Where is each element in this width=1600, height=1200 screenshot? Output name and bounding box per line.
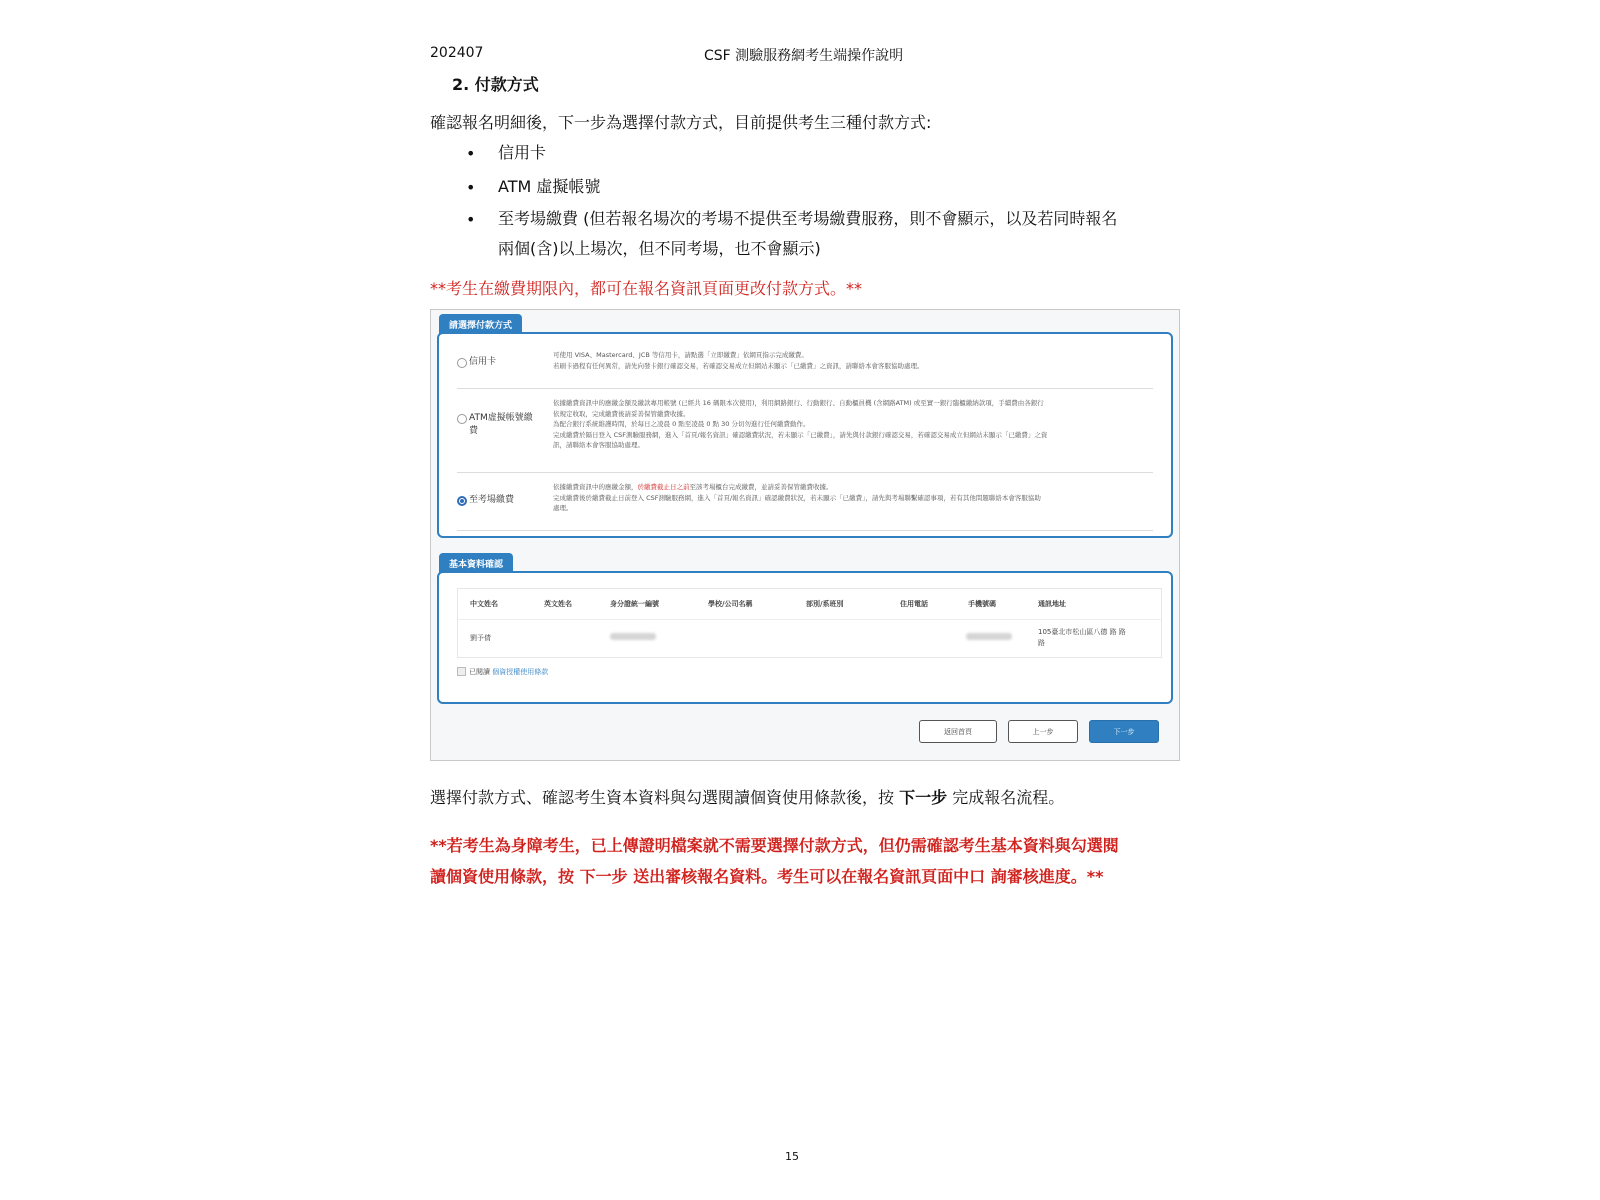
desc-line: 處理。	[553, 504, 573, 512]
note-disability	[430, 830, 1119, 892]
desc-line: 可使用 VISA、Mastercard、JCB 等信用卡，請點選「立即繳費」依網頁指示完成繳費。	[553, 351, 808, 359]
th-chinese-name: 中文姓名	[470, 600, 498, 608]
after-paragraph-bold: 下一步	[899, 788, 948, 807]
redacted-mobile	[966, 633, 1012, 640]
desc-line: 依規定收取，完成繳費後請妥善保管繳費收據。	[553, 409, 690, 418]
payment-method-tab: 請選擇付款方式	[439, 314, 522, 335]
address-line: 路	[1038, 639, 1045, 647]
option-credit-card-row[interactable]	[457, 342, 1153, 389]
th-english-name: 英文姓名	[544, 600, 572, 608]
bullet-dot: •	[466, 144, 476, 163]
consent-checkbox[interactable]	[457, 667, 466, 676]
desc-line: 為配合銀行系統維護時間，於每日之凌晨 0 點至凌晨 0 點 30 分切勿進行任何繳費動作。	[553, 420, 810, 428]
payment-form-screenshot	[430, 309, 1180, 761]
basic-info-panel	[437, 571, 1173, 704]
option-atm-row[interactable]	[457, 388, 1153, 473]
desc-line: 訊，請聯絡本會客服協助處理。	[553, 441, 644, 449]
th-school-company: 學校/公司名稱	[708, 600, 753, 608]
option-atm-label: ATM虛擬帳號繳費	[469, 413, 533, 436]
note-text: 讀個資使用條款，按	[430, 867, 580, 886]
basic-info-table	[457, 588, 1162, 658]
note-bold: 下一步	[579, 867, 628, 886]
note-disability-line1: **若考生為身障考生，已上傳證明檔案就不需要選擇付款方式，但仍需確認考生基本資料與勾選閱	[430, 836, 1119, 855]
note-disability-line2	[430, 861, 1119, 892]
basic-info-tab: 基本資料確認	[439, 553, 513, 574]
after-paragraph-text: 完成報名流程。	[947, 788, 1065, 807]
radio-atm[interactable]	[457, 414, 467, 424]
payment-method-panel	[437, 332, 1173, 538]
option-credit-card-desc	[553, 350, 1153, 371]
bullet-onsite-line1: 至考場繳費 (但若報名場次的考場不提供至考場繳費服務，則不會顯示，以及若同時報名	[498, 209, 1118, 228]
bullet-atm: ATM 虛擬帳號	[498, 177, 601, 196]
option-onsite-label: 至考場繳費	[469, 495, 515, 505]
bullet-onsite	[498, 204, 1117, 264]
desc-highlight: 於繳費截止日之前	[637, 483, 690, 491]
th-id-number: 身分證統一編號	[610, 600, 659, 608]
td-chinese-name: 劉予倩	[470, 634, 491, 642]
desc-line: 若刷卡過程有任何異常，請先向發卡銀行確認交易，若確認交易成立但網站未顯示「已繳費」之資訊，請聯絡本會客服協助處理。	[553, 361, 924, 370]
bullet-onsite-line2: 兩個(含)以上場次，但不同考場，也不會顯示)	[498, 239, 821, 258]
after-paragraph-text: 選擇付款方式、確認考生資本資料與勾選閱讀個資使用條款後，按	[430, 788, 900, 807]
note-text: 送出審核報名資料。考生可以在報名資訊頁面中口 詢審核進度。**	[627, 867, 1104, 886]
address-line: 105臺北市松山區八德 路 路	[1038, 628, 1126, 636]
bullet-credit-card: 信用卡	[498, 143, 547, 162]
section-title: 2. 付款方式	[452, 75, 539, 94]
desc-text: 依據繳費資訊中的應繳金額，	[553, 483, 638, 491]
td-address	[1038, 627, 1126, 649]
intro-paragraph: 確認報名明細後，下一步為選擇付款方式，目前提供考生三種付款方式:	[430, 113, 932, 132]
option-onsite-desc	[553, 482, 1153, 514]
consent-label	[469, 667, 548, 677]
after-paragraph	[430, 785, 1064, 808]
prev-button[interactable]: 上一步	[1008, 720, 1078, 743]
th-mobile: 手機號碼	[968, 600, 996, 608]
desc-text: 至該考場櫃台完成繳費，並請妥善保管繳費收據。	[689, 483, 833, 491]
desc-line: 完成繳費於隔日登入 CSF測驗服務網，進入「首頁/報名資訊」確認繳費狀況，若未顯示「已繳費」，請先與付款銀行確認交易，若確認交易成立但網站未顯示「已繳費」之資	[553, 430, 1048, 439]
page-number: 15	[785, 1150, 799, 1163]
table-divider	[458, 619, 1161, 620]
header-date-code: 202407	[430, 45, 484, 61]
option-atm-desc	[553, 398, 1153, 451]
desc-line: 完成繳費後於繳費截止日前登入 CSF測驗服務網，進入「首頁/報名資訊」確認繳費狀況，若未顯示「已繳費」，請先與考場聯繫確認事項，若有其他問題聯絡本會客服協助	[553, 493, 1041, 502]
desc-line: 依據繳費資訊中的應繳金額及繳款專用帳號 (已經共 16 碼限本次使用)，利用網路銀行、行動銀行、自動櫃員機 (含網路ATM) 或至實一銀行臨櫃繳納款項，手續費由各銀行	[553, 399, 1044, 407]
radio-onsite-selected[interactable]	[457, 496, 467, 506]
next-button[interactable]: 下一步	[1089, 720, 1159, 743]
redacted-id	[610, 633, 656, 640]
home-button[interactable]: 返回首頁	[919, 720, 997, 743]
consent-terms-link[interactable]: 個資授權使用條款	[492, 668, 549, 676]
th-home-phone: 住用電話	[900, 600, 928, 608]
bullet-dot: •	[466, 178, 476, 197]
bullet-dot: •	[466, 210, 476, 229]
note-change-payment: **考生在繳費期限內，都可在報名資訊頁面更改付款方式。**	[430, 279, 863, 298]
desc-line	[553, 482, 1153, 493]
option-onsite-row[interactable]	[457, 472, 1153, 531]
th-department: 部別/系班別	[806, 600, 844, 608]
th-address: 通訊地址	[1038, 600, 1066, 608]
radio-credit-card[interactable]	[457, 358, 467, 368]
consent-prefix: 已閱讀	[469, 668, 490, 676]
option-credit-card-label: 信用卡	[469, 357, 497, 367]
header-title: CSF 測驗服務網考生端操作說明	[704, 48, 904, 64]
